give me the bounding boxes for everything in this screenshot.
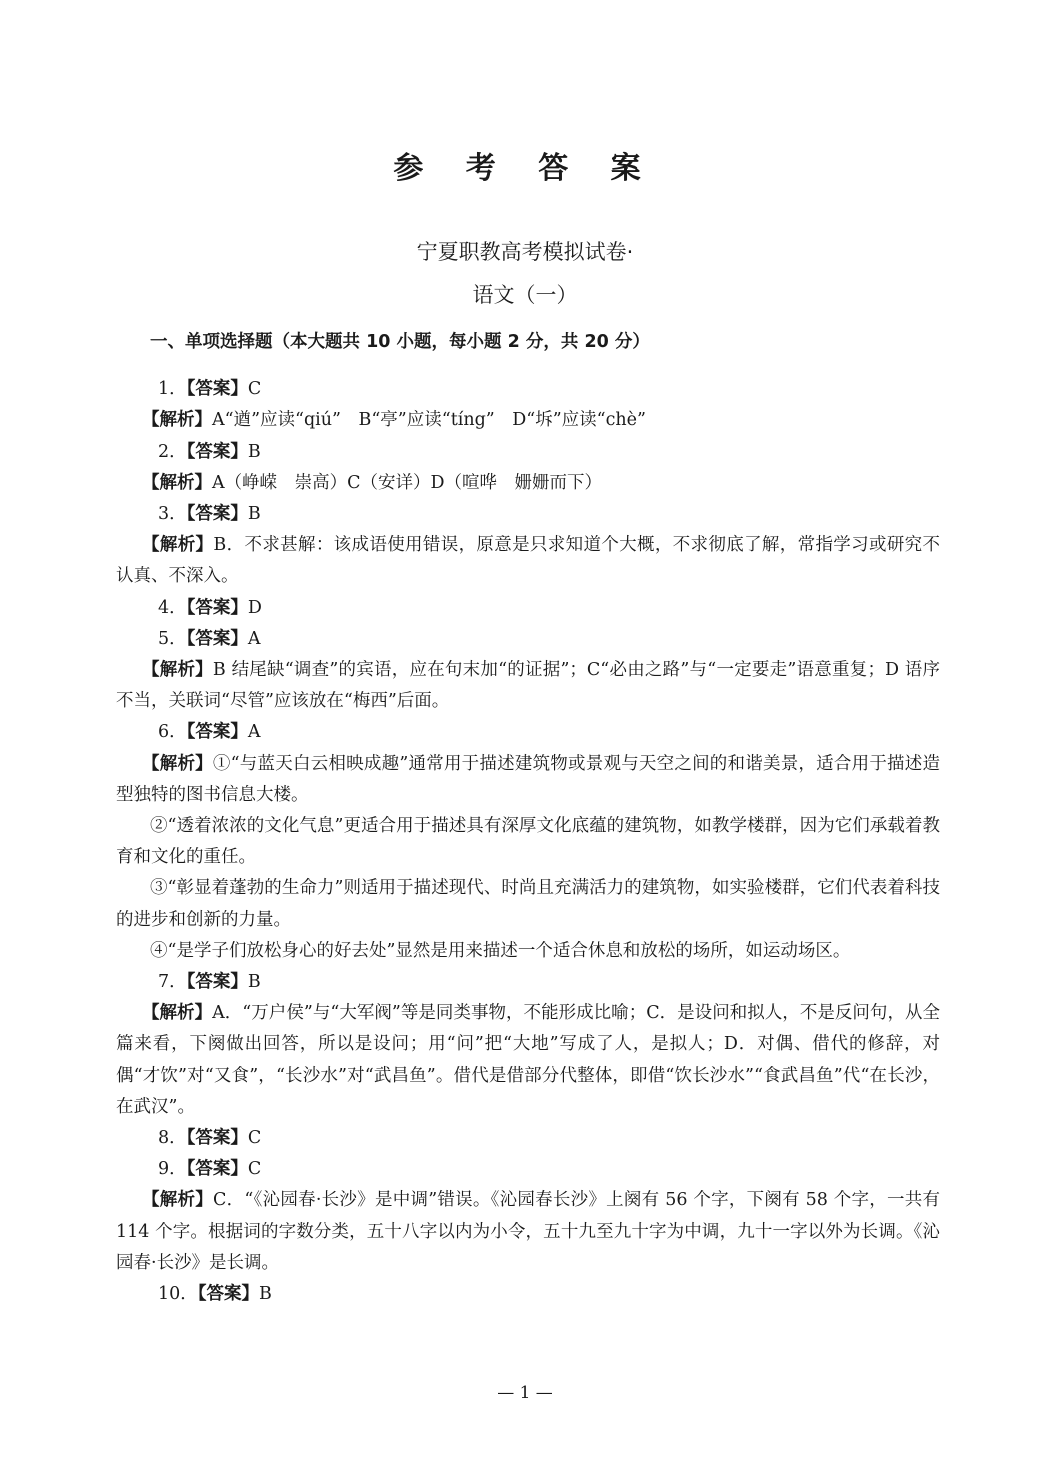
answer-label: 【答案】: [186, 1128, 248, 1149]
answer-value: A: [247, 722, 261, 743]
question-number: 1．: [158, 379, 187, 400]
analysis-label: 【解析】: [142, 535, 214, 556]
answer-value: B: [259, 1284, 272, 1305]
answer-label: 【答案】: [186, 441, 248, 462]
answer-line-4: [116, 593, 940, 624]
analysis-label: 【解析】: [142, 410, 212, 431]
analysis-text: B 结尾缺“调查”的宾语，应在句末加“的证据”；C“必由之路”与“一定要走”语意重复；D 语序不当，关联词“尽管”应该放在“梅西”后面。: [116, 660, 941, 712]
analysis-label: 【解析】: [142, 472, 212, 493]
question-number: 9．: [158, 1159, 187, 1180]
section-heading: 一、单项选择题（本大题共 10 小题，每小题 2 分，共 20 分）: [150, 332, 650, 352]
analysis-6-point-4: ④“是学子们放松身心的好去处”显然是用来描述一个适合休息和放松的场所，如运动场区。: [150, 940, 851, 961]
answer-label: 【答案】: [197, 1284, 260, 1305]
answer-value: C: [247, 1159, 262, 1180]
analysis-7: [116, 998, 940, 1123]
subject-title: 语文（一）: [472, 283, 578, 307]
answer-line-9: [116, 1154, 940, 1185]
answer-line-5: [116, 624, 940, 655]
analysis-6-point-2: ②“透着浓浓的文化气息”更适合用于描述具有深厚文化底蕴的建筑物，如教学楼群，因为它们承载着教育和文化的重任。: [116, 816, 940, 868]
analysis-9: [116, 1185, 940, 1279]
page-title: 参 考 答 案: [393, 151, 657, 186]
answer-label: 【答案】: [186, 1159, 248, 1180]
answer-line-2: [116, 437, 940, 468]
analysis-3: [116, 530, 940, 592]
question-number: 3．: [158, 504, 187, 525]
answer-line-6: [116, 717, 940, 748]
answer-value: B: [247, 504, 261, 525]
answer-line-3: [116, 499, 940, 530]
analysis-text: ①“与蓝天白云相映成趣”通常用于描述建筑物或景观与天空之间的和谐美景，适合用于描述造型独特的图书信息大楼。: [116, 753, 941, 805]
answer-label: 【答案】: [186, 504, 248, 525]
analysis-text: B．不求甚解：该成语使用错误，原意是只求知道个大概，不求彻底了解，常指学习或研究不认真、不深入。: [116, 535, 941, 587]
analysis-text: C．“《沁园春·长沙》是中调”错误。《沁园春长沙》上阕有 56 个字，下阕有 58 个字，一共有 114 个字。根据词的字数分类，五十八字以内为小令，五十九至九十字为中调，九十一字以外为长调。《沁园春·长沙》是长调。: [116, 1190, 940, 1273]
answer-value: D: [247, 597, 262, 618]
question-number: 6．: [158, 722, 187, 743]
answer-value: C: [247, 379, 262, 400]
question-number: 2．: [158, 441, 187, 462]
analysis-label: 【解析】: [142, 1003, 213, 1024]
analysis-1: [116, 405, 940, 436]
answer-content: [116, 327, 940, 1310]
analysis-label: 【解析】: [142, 660, 213, 681]
question-number: 5．: [158, 628, 187, 649]
question-number: 10．: [158, 1284, 198, 1305]
analysis-6-point-3: ③“彰显着蓬勃的生命力”则适用于描述现代、时尚且充满活力的建筑物，如实验楼群，它们代表着科技的进步和创新的力量。: [116, 878, 940, 930]
analysis-text: A．“万户侯”与“大军阀”等是同类事物，不能形成比喻；C．是设问和拟人，不是反问句，从全篇来看，下阕做出回答，所以是设问；用“问”把“大地”写成了人，是拟人；D．对偶、借代的修辞，对偶“才饮”对“又食”，“长沙水”对“武昌鱼”。借代是借部分代整体，即借“饮长沙水”“食武昌鱼”代“在长沙，在武汉”。: [116, 1003, 941, 1117]
answer-line-7: [116, 967, 940, 998]
analysis-label: 【解析】: [142, 753, 213, 774]
question-number: 7．: [158, 972, 187, 993]
analysis-label: 【解析】: [142, 1190, 214, 1211]
answer-label: 【答案】: [186, 972, 248, 993]
answer-value: B: [247, 972, 261, 993]
question-number: 4．: [158, 597, 187, 618]
analysis-5: [116, 655, 940, 717]
answer-label: 【答案】: [186, 597, 248, 618]
page-number: — 1 —: [497, 1383, 553, 1403]
answer-label: 【答案】: [186, 722, 248, 743]
analysis-text: A“遒”应读“qiú” B“亭”应读“tíng” D“坼”应读“chè”: [212, 410, 646, 431]
answer-value: C: [247, 1128, 262, 1149]
answer-label: 【答案】: [186, 628, 248, 649]
answer-line-8: [116, 1123, 940, 1154]
analysis-text: A（峥嵘 崇高）C（安详）D（喧哗 姗姗而下）: [212, 472, 603, 493]
answer-value: B: [247, 441, 261, 462]
answer-value: A: [247, 628, 261, 649]
exam-name: 宁夏职教高考模拟试卷·: [416, 240, 634, 264]
answer-line-1: [116, 374, 940, 405]
analysis-6: [116, 749, 940, 811]
question-number: 8．: [158, 1128, 187, 1149]
answer-label: 【答案】: [186, 379, 248, 400]
analysis-2: [116, 468, 940, 499]
answer-line-10: [116, 1279, 940, 1310]
